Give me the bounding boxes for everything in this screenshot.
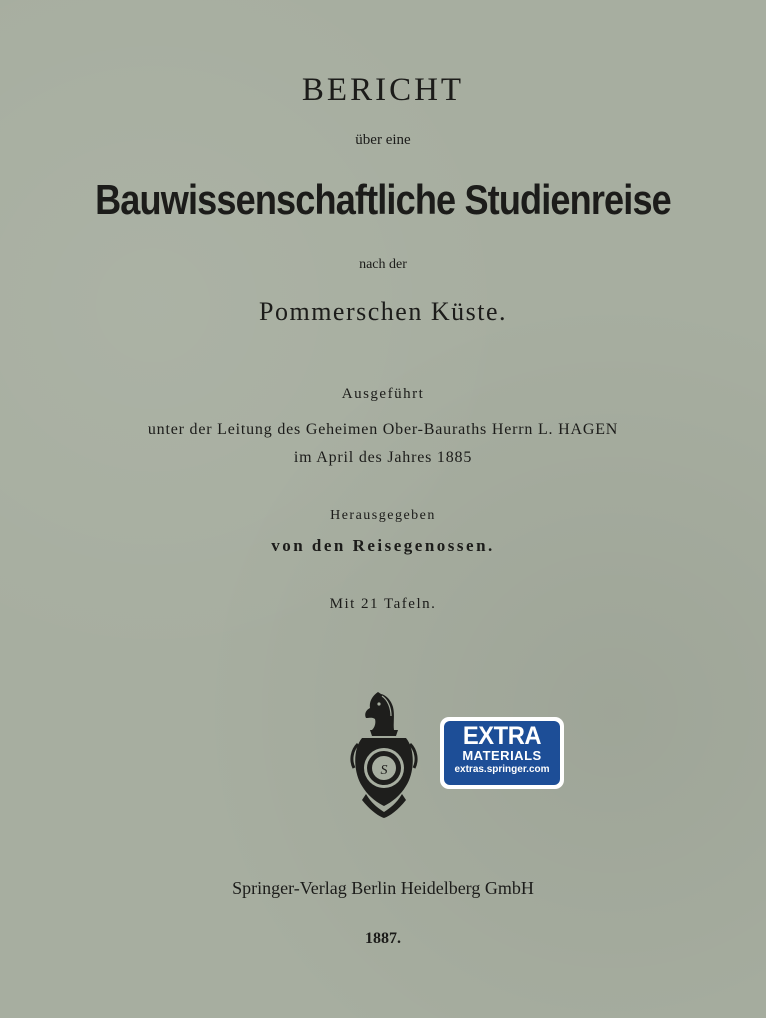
plates-count: Mit 21 Tafeln.: [329, 596, 437, 612]
extra-materials-badge[interactable]: [440, 717, 564, 789]
date-line: im April des Jahres 1885: [293, 449, 473, 466]
publication-year: 1887.: [365, 930, 401, 947]
leadership-line: unter der Leitung des Geheimen Ober-Bauraths Herrn L. HAGEN: [147, 421, 619, 438]
extra-materials-badge-panel: [444, 721, 560, 785]
badge-materials-label: MATERIALS: [462, 748, 542, 763]
executed-label: Ausgeführt: [341, 386, 425, 402]
edited-label: Herausgegeben: [330, 508, 436, 523]
publisher: Springer-Verlag Berlin Heidelberg GmbH: [232, 878, 534, 898]
subtitle-nach: nach der: [359, 257, 407, 272]
main-title: Bauwissenschaftliche Studienreise: [95, 176, 671, 223]
editors: von den Reisegenossen.: [271, 536, 495, 555]
destination: Pommerschen Küste.: [259, 297, 507, 326]
subtitle-over: über eine: [355, 132, 411, 148]
springer-horse-head-logo-icon: [348, 690, 420, 820]
badge-extra-label: EXTRA: [462, 722, 542, 750]
badge-url[interactable]: extras.springer.com: [454, 764, 550, 775]
cover-title: BERICHT: [301, 72, 465, 108]
svg-text:S: S: [380, 763, 388, 778]
